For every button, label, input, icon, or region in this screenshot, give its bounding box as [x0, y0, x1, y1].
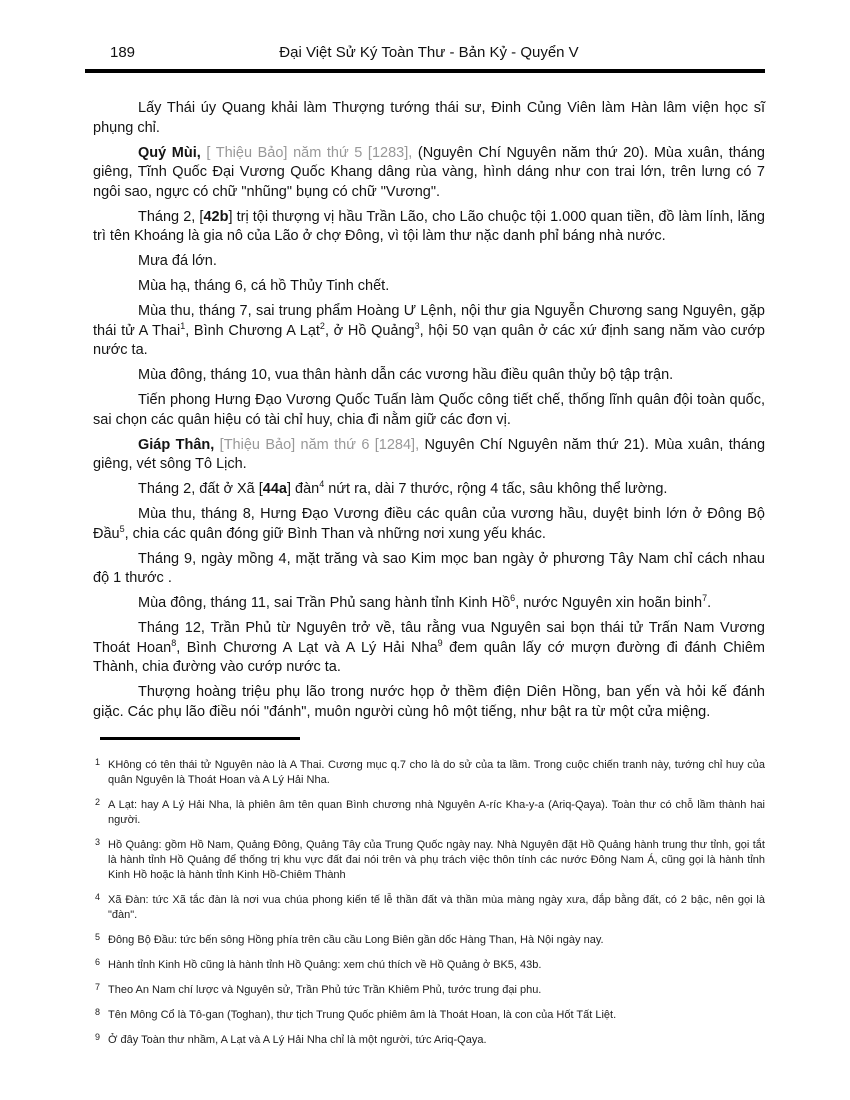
footnote-text: Hành tỉnh Kinh Hồ cũng là hành tỉnh Hồ Quảng: xem chú thích về Hồ Quảng ở BK5, 43b.: [108, 959, 542, 971]
paragraph: [93, 144, 765, 203]
header-rule: [85, 69, 765, 73]
footnote-number: 7: [95, 982, 101, 992]
footnote-number: 5: [95, 932, 101, 942]
footnote: [93, 983, 765, 998]
paragraph: [93, 550, 765, 589]
footnote-number: 6: [95, 957, 101, 967]
footnote-text: Ở đây Toàn thư nhầm, A Lạt và A Lý Hải Nha chỉ là một người, tức Ariq-Qaya.: [108, 1034, 487, 1046]
footnote-ref: 1: [180, 320, 186, 331]
paragraph: [93, 619, 765, 678]
text-segment: Quý Mùi,: [138, 144, 201, 161]
text-segment: , Bình Chương A Lạt: [185, 322, 320, 339]
text-segment: Mùa thu, tháng 8, Hưng Đạo Vương điều các quân của vương hầu, duyệt binh lớn ở Đông Bộ Đầu: [93, 506, 765, 542]
text-segment: .: [707, 595, 712, 611]
page-header: [93, 44, 765, 63]
paragraph: [93, 366, 765, 386]
text-segment: 42b: [203, 208, 229, 225]
text-segment: , chia các quân đóng giữ Bình Than và những nơi xung yếu khác.: [124, 525, 546, 542]
footnote: [93, 838, 765, 883]
footnote-number: 8: [95, 1007, 101, 1017]
text-segment: Mùa hạ, tháng 6, cá hồ Thủy Tinh chết.: [138, 278, 390, 294]
paragraph: [93, 505, 765, 544]
body-text: [93, 99, 765, 722]
text-segment: [Thiệu Bảo] năm thứ 6 [1284],: [214, 436, 420, 453]
text-segment: ] trị tội thượng vị hầu Trần Lão, cho Lão chuộc tội 1.000 quan tiền, đồ làm lính, lăng trì tên Khoáng là gia nô của Lão ở chợ Đông, vì tội làm thư nặc danh phỉ báng nhà nước.: [93, 208, 765, 244]
footnote: [93, 958, 765, 973]
footnote-text: Đông Bộ Đầu: tức bến sông Hồng phía trên cầu cầu Long Biên gần dốc Hàng Than, Hà Nội ngày nay.: [108, 934, 604, 946]
footnote-number: 9: [95, 1032, 101, 1042]
text-segment: , nước Nguyên xin hoãn binh: [515, 595, 703, 611]
text-segment: , ở Hồ Quảng: [324, 322, 415, 339]
footnote-number: 2: [95, 797, 101, 807]
paragraph: [93, 436, 765, 475]
footnote-text: Xã Đàn: tức Xã tắc đàn là nơi vua chúa phong kiến tế lễ thần đất và thần mùa màng ngày xưa, đắp bằng đất, có 2 bậc, nên gọi là "đàn".: [108, 894, 765, 921]
paragraph: [93, 208, 765, 247]
footnote: [93, 798, 765, 828]
footnote: [93, 893, 765, 923]
paragraph: [93, 391, 765, 430]
text-segment: Mùa đông, tháng 10, vua thân hành dẫn các vương hầu điều quân thủy bộ tập trận.: [138, 367, 674, 383]
text-segment: Nguyên Chí Nguyên năm thứ 21). Mùa xuân, tháng giêng, vét sông Tô Lịch.: [93, 436, 766, 472]
footnote-text: A Lạt: hay A Lý Hải Nha, là phiên âm tên quan Bình chương nhà Nguyên A-ríc Kha-y-a (Ariq-Qaya). Toàn thư có chỗ lầm thành hai người.: [108, 799, 765, 826]
footnote: [93, 758, 765, 788]
footnote-text: KHông có tên thái tử Nguyên nào là A Thai. Cương mục q.7 cho là do sử của ta lầm. Trong cuộc chiến tranh này, tướng chỉ huy của quân Nguyên là Thoát Hoan và A Lý Hải Nha.: [108, 759, 765, 786]
text-segment: , Bình Chương A Lạt và A Lý Hải Nha: [176, 639, 438, 656]
text-segment: Lấy Thái úy Quang khải làm Thượng tướng thái sư, Đinh Củng Viên làm Hàn lâm viện học sĩ phụng chỉ.: [93, 100, 765, 136]
text-segment: [ Thiệu Bảo] năm thứ 5 [1283],: [200, 144, 413, 161]
text-segment: Tháng 2, đất ở Xã [: [138, 481, 263, 497]
footnote-number: 4: [95, 892, 101, 902]
footnotes: [93, 758, 765, 1048]
footnote-separator: [100, 737, 300, 740]
footnote-ref: 8: [171, 637, 177, 648]
text-segment: Tháng 12, Trần Phủ từ Nguyên trở về, tâu rằng vua Nguyên sai bọn thái tử Trấn Nam Vương Thoát Hoan: [93, 620, 765, 656]
footnote: [93, 933, 765, 948]
footnote-ref: 9: [437, 637, 443, 648]
text-segment: Mùa thu, tháng 7, sai trung phẩm Hoàng Ư Lệnh, nội thư gia Nguyễn Chương sang Nguyên, gặp thái tử A Thai: [93, 303, 765, 339]
paragraph: [93, 252, 765, 272]
footnote: [93, 1008, 765, 1023]
footnote-ref: 5: [119, 523, 125, 534]
paragraph: [93, 594, 765, 614]
footnote: [93, 1033, 765, 1048]
paragraph: [93, 277, 765, 297]
paragraph: [93, 480, 765, 500]
footnote-ref: 3: [414, 320, 420, 331]
text-segment: ] đàn: [286, 481, 320, 497]
footnote-ref: 7: [702, 593, 708, 604]
text-segment: nứt ra, dài 7 thước, rộng 4 tấc, sâu không thể lường.: [324, 481, 668, 497]
footnote-text: Theo An Nam chí lược và Nguyên sử, Trần Phủ tức Trần Khiêm Phủ, tước trung đại phu.: [108, 984, 542, 996]
text-segment: Giáp Thân,: [138, 436, 215, 453]
paragraph: [93, 99, 765, 138]
text-segment: Tháng 2, [: [138, 208, 204, 225]
footnote-text: Hồ Quảng: gồm Hồ Nam, Quảng Đông, Quảng Tây của Trung Quốc ngày nay. Nhà Nguyên đặt Hồ Quảng hành trung thư tỉnh, gọi tắt là hành tỉnh Hồ Quảng để thống trị khu vực đất đai nói trên và phụ trách việc thôn tính các nước Đông Nam Á, cũng gọi là hành tỉnh Kinh Hồ hoặc là hành tỉnh Kinh Hồ-Chiêm Thành: [108, 839, 765, 881]
footnote-number: 1: [95, 757, 101, 767]
footnote-number: 3: [95, 837, 101, 847]
text-segment: Mưa đá lớn.: [138, 253, 217, 269]
paragraph: [93, 683, 765, 722]
text-segment: 44a: [262, 481, 287, 497]
text-segment: Mùa đông, tháng 11, sai Trần Phủ sang hành tỉnh Kinh Hồ: [138, 595, 511, 611]
text-segment: Thượng hoàng triệu phụ lão trong nước họp ở thềm điện Diên Hồng, ban yến và hỏi kế đánh giặc. Các phụ lão điều nói "đánh", muôn người cùng hô một tiếng, như bật ra từ một cửa miệng.: [93, 684, 765, 720]
text-segment: Tiến phong Hưng Đạo Vương Quốc Tuấn làm Quốc công tiết chế, thống lĩnh quân đội toàn quốc, sai chọn các quân hiệu có tài chỉ huy, chia đi nằm giữ các đơn vị.: [93, 392, 765, 428]
text-segment: đem quân lấy cớ mượn đường đi đánh Chiêm Thành, chia đường vào cướp nước ta.: [93, 639, 765, 675]
footnote-text: Tên Mông Cổ là Tô-gan (Toghan), thư tịch Trung Quốc phiêm âm là Thoát Hoan, là con của Hốt Tất Liệt.: [108, 1009, 617, 1021]
text-segment: , hội 50 vạn quân ở các xứ định sang năm vào cướp nước ta.: [93, 322, 765, 358]
paragraph: [93, 302, 765, 361]
footnote-ref: 6: [510, 593, 516, 604]
page-header-title: Đại Việt Sử Ký Toàn Thư - Bản Kỷ - Quyển V: [279, 44, 579, 61]
text-segment: (Nguyên Chí Nguyên năm thứ 20). Mùa xuân, tháng giêng, Tĩnh Quốc Đại Vương Quốc Khang dâng rùa vàng, hình dáng như con trai lớn, trên lưng có 7 ngôi sao, ngực có chữ "nhũng" bụng có chữ "Vương".: [93, 144, 765, 200]
text-segment: Tháng 9, ngày mồng 4, mặt trăng và sao Kim mọc ban ngày ở phương Tây Nam chỉ cách nhau độ 1 thước .: [93, 550, 765, 586]
footnote-ref: 2: [319, 320, 325, 331]
page-number: 189: [110, 44, 136, 61]
footnote-ref: 4: [319, 479, 325, 490]
